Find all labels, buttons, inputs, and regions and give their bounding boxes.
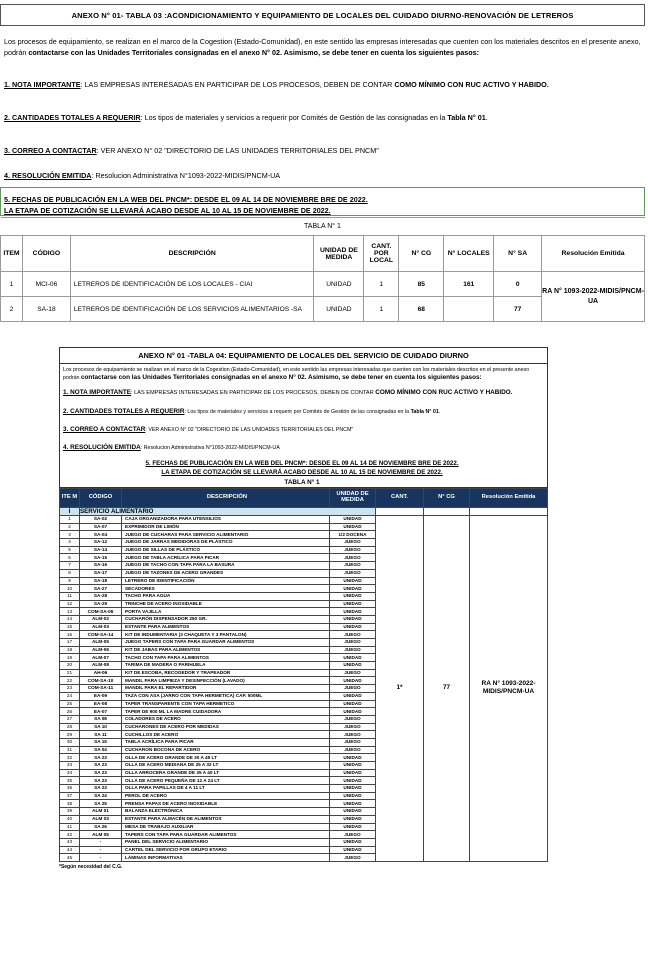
cell-code: - <box>80 838 122 846</box>
tabla04-note-1-bold: COMO MÍNIMO CON RUC ACTIVO Y HABIDO. <box>375 389 513 396</box>
cell-sa: 0 <box>494 272 542 297</box>
cell-unit: JUEGO <box>330 738 376 746</box>
cell-unit: UNIDAD <box>330 823 376 831</box>
cell-item: 41 <box>60 823 80 831</box>
tabla03-title: ANEXO N° 01- TABLA 03 :ACONDICIONAMIENTO Y EQUIPAMIENTO DE LOCALES DEL CUIDADO DIURNO-RENOVACIÓN DE LETREROS <box>0 4 645 26</box>
tabla04-section <box>59 347 548 870</box>
cell-desc: TACHO CON TAPA PARA ALIMENTOS <box>122 654 330 662</box>
cell-code: SA 10 <box>80 723 122 731</box>
cell-desc: COLADORES DE ACERO <box>122 715 330 723</box>
cell-unit: UNIDAD <box>330 677 376 685</box>
cell-desc: OLLA DE ACERO PEQUEÑA DE 12 A 24 LT <box>122 777 330 785</box>
cg-merged-cell: 77 <box>424 516 470 862</box>
cell-item: 31 <box>60 746 80 754</box>
cell-code: SA-12 <box>80 539 122 547</box>
cell-desc: TRINCHE DE ACERO INOXIDABLE <box>122 600 330 608</box>
cell-unit: UNIDAD <box>330 615 376 623</box>
cell-unit: UNIDAD <box>330 592 376 600</box>
cell-desc: TAPERS CON TAPA PARA GUARDAR ALIMENTOS <box>122 831 330 839</box>
cell-item: 15 <box>60 623 80 631</box>
cell-item: 30 <box>60 738 80 746</box>
tabla03-note-4-label: 4. RESOLUCIÓN EMITIDA <box>4 171 92 180</box>
tabla04-header-cant: CANT. <box>376 489 424 508</box>
category-row <box>60 508 548 516</box>
cell-item: 16 <box>60 631 80 639</box>
tabla04-note-4-text: : Resolucion Administrativa N°1093-2022-MIDIS/PNCM-UA <box>140 445 280 451</box>
cell-code: COM-SA-14 <box>80 631 122 639</box>
cell-item: 2 <box>1 297 23 322</box>
tabla04-dates-line-1: 5. FECHAS DE PUBLICACIÓN EN LA WEB DEL PNCM*: DESDE EL 09 AL 14 DE NOVIEMBRE BRE DE 2022. <box>145 460 459 467</box>
cell-desc: CAJA ORGANIZADORA PARA UTENSILIOS <box>122 516 330 524</box>
cell-unit: UNIDAD <box>330 769 376 777</box>
cell-item: 2 <box>60 523 80 531</box>
cell-item: 28 <box>60 723 80 731</box>
cell-desc: EXPRIMIDOR DE LIMÓN <box>122 523 330 531</box>
cell-code: COM-SA-06 <box>80 608 122 616</box>
cell-item: 40 <box>60 815 80 823</box>
tabla03-header-res: Resolución Emitida <box>542 236 645 272</box>
cell-code: SA 04 <box>80 746 122 754</box>
cell-code: SA 23 <box>80 785 122 793</box>
tabla04-dates <box>60 460 544 477</box>
cell-code: ALM-08 <box>80 662 122 670</box>
tabla04-intro-b: contactarse con las Unidades Territoriales consignadas en el anexo N° 02. Asimismo, se debe tener en cuenta los siguientes pasos: <box>80 374 482 381</box>
cell-unit: UNIDAD <box>330 700 376 708</box>
cell-desc: OLLA DE ACERO GRANDE DE 30 A 45 LT <box>122 754 330 762</box>
cell-code: SA 23 <box>80 769 122 777</box>
tabla04-note-4 <box>63 444 280 452</box>
cell-item: 1 <box>60 516 80 524</box>
tabla03-header-item: ITEM <box>1 236 23 272</box>
cell-item: 4 <box>60 539 80 547</box>
cell-desc: OLLA PARA PAPILLAS DE 4 A 11 LT <box>122 785 330 793</box>
cell-code: SA 23 <box>80 777 122 785</box>
cell-unit: JUEGO <box>330 831 376 839</box>
cell-desc: JUEGO DE JARRAS MEDIDORAS DE PLÁSTICO <box>122 539 330 547</box>
tabla03-table <box>0 217 645 322</box>
cell-code: ALM-06 <box>80 646 122 654</box>
table-row <box>60 516 548 524</box>
cell-item: 17 <box>60 639 80 647</box>
tabla03-dates-line-2: LA ETAPA DE COTIZACIÓN SE LLEVARÁ ACABO DESDE AL 10 AL 15 DE NOVIEMBRE DE 2022. <box>4 205 331 215</box>
cell-unit: JUEGO <box>330 715 376 723</box>
cell-cg: 68 <box>399 297 444 322</box>
tabla03-header-locales: N° LOCALES <box>444 236 494 272</box>
cell-unit: UNIDAD <box>330 792 376 800</box>
tabla03-dates-box <box>0 187 645 216</box>
cell-unit: JUEGO <box>330 854 376 862</box>
cell-desc: JUEGO DE TABLA ACRÍLICA PARA PICAR <box>122 554 330 562</box>
cell-desc: CUCHARONES DE ACERO POR MEDIDAS <box>122 723 330 731</box>
cell-desc: ESTANTE PARA ALIMENTOS <box>122 623 330 631</box>
tabla03-note-3-text: : VER ANEXO N° 02 "DIRECTORIO DE LAS UNIDADES TERRITORIALES DEL PNCM" <box>96 146 379 155</box>
cell-item: 45 <box>60 854 80 862</box>
resolution-merged-cell: RA N° 1093-2022-MIDIS/PNCM-UA <box>470 516 548 862</box>
tabla03-header-sa: N° SA <box>494 236 542 272</box>
cell-item: 39 <box>60 808 80 816</box>
cell-unit: UNIDAD <box>330 708 376 716</box>
cell-item: 43 <box>60 838 80 846</box>
cell-unit: UNIDAD <box>314 297 364 322</box>
cell-desc: MANDIL PARA LIMPIEZA Y DESINFECCIÓN (LAVADO) <box>122 677 330 685</box>
cell-desc: BALANZA ELECTRÓNICA <box>122 808 330 816</box>
tabla03-note-2-bold: Tabla N° 01 <box>447 113 486 122</box>
tabla04-note-2-text: : Los tipos de materiales y servicios a requerir por Comités de Gestión de las consignadas en la <box>184 409 411 415</box>
cell-unit: UNIDAD <box>330 846 376 854</box>
cell-desc: KIT DE INDUMENTARIA (3 CHAQUETA Y 3 PANTALON) <box>122 631 330 639</box>
cell-item: 25 <box>60 700 80 708</box>
cell-unit: UNIDAD <box>314 272 364 297</box>
cell-cant: 1 <box>364 297 399 322</box>
cell-item: 42 <box>60 831 80 839</box>
cell-code: SA 23 <box>80 762 122 770</box>
cell-code: AH-06 <box>80 669 122 677</box>
cell-item: 33 <box>60 762 80 770</box>
tabla04-note-3 <box>63 426 353 434</box>
tabla03-note-1 <box>4 79 549 90</box>
cell-unit: UNIDAD <box>330 608 376 616</box>
tabla03-header-code: CÓDIGO <box>22 236 70 272</box>
cell-desc: LETREROS DE IDENTIFICACIÓN DE LOS SERVICIOS ALIMENTARIOS -SA <box>70 297 314 322</box>
tabla03-intro-a: Los procesos de equipamiento, se realizan en el marco de la Cogestion (Estado-Comunidad), en este sentido las empresas interesadas que cuenten con los materiales descritos en el presente anexo, podrán <box>4 37 641 57</box>
tabla04-note-2-label: 2. CANTIDADES TOTALES A REQUERIR <box>63 408 185 415</box>
tabla03-intro <box>4 36 642 58</box>
cell-item: 23 <box>60 685 80 693</box>
cell-code: SA 23 <box>80 754 122 762</box>
tabla03-header-cant: CANT. POR LOCAL <box>364 236 399 272</box>
cell-desc: JUEGO DE TAZONES DE ACERO GRANDES <box>122 569 330 577</box>
cell-desc: OLLA ARROCERA GRANDE DE 35 A 40 LT <box>122 769 330 777</box>
tabla03-note-4 <box>4 170 280 181</box>
cell-unit: JUEGO <box>330 669 376 677</box>
cell-code: EA-09 <box>80 692 122 700</box>
tabla04-note-1-label: 1. NOTA IMPORTANTE <box>63 389 132 396</box>
cell-item: 29 <box>60 731 80 739</box>
tabla04-footnote: *Según necesidad del C.G. <box>59 863 123 870</box>
cell-code: SA-18 <box>22 297 70 322</box>
cell-item: 1 <box>1 272 23 297</box>
tabla04-note-2-end: . <box>438 409 441 415</box>
tabla04-title: ANEXO N° 01 -TABLA 04: EQUIPAMIENTO DE LOCALES DEL SERVICIO DE CUIDADO DIURNO <box>59 347 548 364</box>
cell-unit: UNIDAD <box>330 815 376 823</box>
cell-unit: JUEGO <box>330 539 376 547</box>
table-row <box>1 272 645 297</box>
cell-item: 12 <box>60 600 80 608</box>
cell-code: SA-27 <box>80 585 122 593</box>
cell-code: SA-29 <box>80 600 122 608</box>
cell-code: ALM-05 <box>80 639 122 647</box>
cell-item: 32 <box>60 754 80 762</box>
cell-desc: JUEGO DE SILLAS DE PLÁSTICO <box>122 546 330 554</box>
cell-item: 10 <box>60 585 80 593</box>
cell-desc: SECADORES <box>122 585 330 593</box>
tabla04-header-unit: UNIDAD DE MEDIDA <box>330 489 376 508</box>
cell-desc: TAPER TRANSPARENTE CON TAPA HERMETICO <box>122 700 330 708</box>
cell-desc: LÁMINAS INFORMATIVAS <box>122 854 330 862</box>
tabla03-note-2 <box>4 112 488 123</box>
tabla04-notes <box>59 364 548 488</box>
cell-unit: UNIDAD <box>330 585 376 593</box>
cell-code: - <box>80 846 122 854</box>
cell-unit: JUEGO <box>330 562 376 570</box>
tabla04-header-cg: N° CG <box>424 489 470 508</box>
cell-item: 9 <box>60 577 80 585</box>
cell-desc: MANDIL PARA EL REPARTIDOR <box>122 685 330 693</box>
tabla04-table-caption: TABLA N° 1 <box>284 479 320 486</box>
tabla04-intro <box>63 367 545 382</box>
category-number: I <box>60 508 80 516</box>
cell-unit: 1/2 DOCENA <box>330 531 376 539</box>
cell-code: MCI-06 <box>22 272 70 297</box>
cell-item: 44 <box>60 846 80 854</box>
cell-desc: CARTEL DEL SERVICIO POR GRUPO ETARIO <box>122 846 330 854</box>
cell-item: 27 <box>60 715 80 723</box>
cell-unit: UNIDAD <box>330 577 376 585</box>
cell-item: 14 <box>60 615 80 623</box>
cell-item: 13 <box>60 608 80 616</box>
tabla03-header-unit: UNIDAD DE MEDIDA <box>314 236 364 272</box>
cell-code: SA-04 <box>80 531 122 539</box>
cell-code: SA-15 <box>80 554 122 562</box>
cell-item: 20 <box>60 662 80 670</box>
cell-sa: 77 <box>494 297 542 322</box>
cant-merged-cell: 1* <box>376 516 424 862</box>
tabla03-note-2-label: 2. CANTIDADES TOTALES A REQUERIR <box>4 113 141 122</box>
cell-desc: JUEGO DE CUCHARAS PARA SERVICIO ALIMENTARIO <box>122 531 330 539</box>
cell-item: 36 <box>60 785 80 793</box>
cell-desc: OLLA DE ACERO MEDIANA DE 25 A 32 LT <box>122 762 330 770</box>
cell-unit: UNIDAD <box>330 516 376 524</box>
cell-item: 11 <box>60 592 80 600</box>
cell-item: 5 <box>60 546 80 554</box>
cell-desc: PEROL DE ACERO <box>122 792 330 800</box>
cell-desc: CUCHARÓN DISPENSADOR 250 GR. <box>122 615 330 623</box>
cell-code: - <box>80 854 122 862</box>
cell-unit: UNIDAD <box>330 762 376 770</box>
cell-unit: JUEGO <box>330 546 376 554</box>
tabla04-intro-a: Los procesos de equipamiento se realizan en el marco de la Cogestion (Estado-Comunidad), en este sentido las empresas interesadas que cuenten con los materiales descritos en el presente anexo podrán <box>63 367 530 381</box>
tabla03-dates-line-1: 5. FECHAS DE PUBLICACIÓN EN LA WEB DEL PNCM*: DESDE EL 09 AL 14 DE NOVIEMBRE BRE DE 2022. <box>4 195 368 204</box>
tabla04-note-4-label: 4. RESOLUCIÓN EMITIDA <box>63 444 141 451</box>
tabla03-resolution: RA N° 1093-2022-MIDIS/PNCM-UA <box>542 272 645 322</box>
cell-desc: TARIMA DE MADERA O PARIHUELA <box>122 662 330 670</box>
cell-item: 19 <box>60 654 80 662</box>
cell-item: 6 <box>60 554 80 562</box>
cell-unit: UNIDAD <box>330 808 376 816</box>
category-label: SERVICIO ALIMENTARIO <box>80 508 376 516</box>
tabla03-header-cg: N° CG <box>399 236 444 272</box>
cell-code: ALM-03 <box>80 623 122 631</box>
cell-unit: JUEGO <box>330 631 376 639</box>
tabla04-header-desc: DESCRIPCIÓN <box>122 489 330 508</box>
cell-unit: UNIDAD <box>330 662 376 670</box>
cell-desc: TAZA CON ASA (JARRO CON TAPA HERMETICA) CAP. 500ML <box>122 692 330 700</box>
cell-code: ALM 03 <box>80 815 122 823</box>
cell-desc: TABLA ACRÍLICA PARA PICAR <box>122 738 330 746</box>
cell-unit: UNIDAD <box>330 623 376 631</box>
cell-unit: UNIDAD <box>330 600 376 608</box>
cell-unit: JUEGO <box>330 723 376 731</box>
cell-code: ALM 05 <box>80 831 122 839</box>
tabla03-table-caption: TABLA N° 1 <box>1 218 645 236</box>
cell-desc: LETRERO DE IDENTIFICACIÓN <box>122 577 330 585</box>
tabla04-note-3-text: : VER ANEXO N° 02 "DIRECTORIO DE LAS UNIDADES TERRITORIALES DEL PNCM" <box>145 427 354 433</box>
cell-unit: JUEGO <box>330 646 376 654</box>
cell-item: 8 <box>60 569 80 577</box>
cell-code: SA-28 <box>80 592 122 600</box>
cell-desc: ESTANTE PARA ALMACÉN DE ALIMENTOS <box>122 815 330 823</box>
cell-unit: UNIDAD <box>330 754 376 762</box>
cell-unit: JUEGO <box>330 685 376 693</box>
tabla03-note-1-text: : LAS EMPRESAS INTERESADAS EN PARTICIPAR DE LOS PROCESOS, DEBEN DE CONTAR <box>80 80 395 89</box>
cell-code: SA-18 <box>80 577 122 585</box>
cell-code: SA-16 <box>80 562 122 570</box>
tabla03-note-1-label: 1. NOTA IMPORTANTE <box>4 80 81 89</box>
cell-desc: KIT DE ESCOBA, RECOGEDOR Y TRAPEADOR <box>122 669 330 677</box>
cell-locales <box>444 297 494 322</box>
cell-item: 3 <box>60 531 80 539</box>
tabla03-note-2-text: : Los tipos de materiales y servicios a requerir por Comités de Gestión de las consignadas en la <box>140 113 448 122</box>
cell-code: ALM-07 <box>80 654 122 662</box>
cell-desc: TAPER DE 900 ML LA MADRE CUIDADORA <box>122 708 330 716</box>
cell-code: SA 08 <box>80 715 122 723</box>
cell-code: SA-07 <box>80 523 122 531</box>
cell-desc: JUEGO DE TACHO CON TAPA PARA LA BASURA <box>122 562 330 570</box>
cell-unit: JUEGO <box>330 569 376 577</box>
cell-item: 34 <box>60 769 80 777</box>
cell-item: 38 <box>60 800 80 808</box>
cell-code: SA 26 <box>80 823 122 831</box>
cell-code: SA 15 <box>80 738 122 746</box>
cell-desc: CUCHARON BOCONA DE ACERO <box>122 746 330 754</box>
cell-code: EA-07 <box>80 708 122 716</box>
cell-item: 35 <box>60 777 80 785</box>
tabla03-header-desc: DESCRIPCIÓN <box>70 236 314 272</box>
cell-desc: MESA DE TRABAJO AUXILIAR <box>122 823 330 831</box>
cell-code: ALM 01 <box>80 808 122 816</box>
cell-unit: UNIDAD <box>330 523 376 531</box>
tabla03-note-2-end: . <box>485 113 488 122</box>
cell-code: ALM-02 <box>80 615 122 623</box>
cell-desc: PRENSA PAPAS DE ACERO INOXIDABLE <box>122 800 330 808</box>
cell-code: SA-14 <box>80 546 122 554</box>
tabla04-header-res: Resolución Emitida <box>470 489 548 508</box>
tabla04-note-2 <box>63 408 440 416</box>
cell-unit: JUEGO <box>330 731 376 739</box>
cell-item: 21 <box>60 669 80 677</box>
tabla04-table <box>59 488 548 862</box>
cell-cg: 85 <box>399 272 444 297</box>
cell-code: SA 25 <box>80 800 122 808</box>
tabla04-note-2-bold: Tabla N° 01 <box>410 409 439 415</box>
cell-unit: UNIDAD <box>330 838 376 846</box>
cell-desc: KIT DE JABAS PARA ALIMENTOS <box>122 646 330 654</box>
tabla03-note-3-label: 3. CORREO A CONTACTAR <box>4 146 97 155</box>
tabla04-note-1 <box>63 389 543 397</box>
cell-desc: PANEL DEL SERVICIO ALIMENTARIO <box>122 838 330 846</box>
cell-item: 22 <box>60 677 80 685</box>
cell-item: 37 <box>60 792 80 800</box>
cell-desc: PORTA VAJILLA <box>122 608 330 616</box>
cell-code: SA 24 <box>80 792 122 800</box>
tabla03-note-4-text: : Resolucion Administrativa N°1093-2022-MIDIS/PNCM-UA <box>91 171 281 180</box>
cell-code: EA-08 <box>80 700 122 708</box>
cell-unit: UNIDAD <box>330 777 376 785</box>
tabla04-note-3-label: 3. CORREO A CONTACTAR <box>63 426 146 433</box>
cell-item: 26 <box>60 708 80 716</box>
cell-desc: TACHO PARA AGUA <box>122 592 330 600</box>
tabla04-header-code: CÓDIGO <box>80 489 122 508</box>
cell-desc: CUCHILLOS DE ACERO <box>122 731 330 739</box>
tabla03-section <box>0 0 645 322</box>
cell-locales: 161 <box>444 272 494 297</box>
cell-item: 7 <box>60 562 80 570</box>
cell-desc: JUEGO TAPERS CON TAPA PARA GUARDAR ALIMENTOS <box>122 639 330 647</box>
cell-code: SA-02 <box>80 516 122 524</box>
cell-unit: JUEGO <box>330 746 376 754</box>
tabla03-note-3 <box>4 145 379 156</box>
tabla03-note-1-bold: COMO MÍNIMO CON RUC ACTIVO Y HABIDO. <box>394 80 549 89</box>
cell-unit: UNIDAD <box>330 785 376 793</box>
tabla04-note-1-text: : LAS EMPRESAS INTERESADAS EN PARTICIPAR DE LOS PROCESOS, DEBEN DE CONTAR <box>131 390 376 396</box>
cell-unit: UNIDAD <box>330 692 376 700</box>
cell-code: COM-SA-10 <box>80 677 122 685</box>
cell-unit: JUEGO <box>330 554 376 562</box>
cell-unit: UNIDAD <box>330 654 376 662</box>
cell-unit: JUEGO <box>330 639 376 647</box>
cell-item: 24 <box>60 692 80 700</box>
cell-code: SA-17 <box>80 569 122 577</box>
cell-code: SA 11 <box>80 731 122 739</box>
cell-item: 18 <box>60 646 80 654</box>
cell-unit: UNIDAD <box>330 800 376 808</box>
tabla03-intro-b: contactarse con las Unidades Territoriales consignadas en el anexo N° 02. Asimismo, se debe tener en cuenta los siguientes pasos: <box>28 48 480 57</box>
tabla04-dates-line-2: LA ETAPA DE COTIZACIÓN SE LLEVARÁ ACABO DESDE AL 10 AL 15 DE NOVIEMBRE DE 2022. <box>161 468 443 476</box>
cell-desc: LETREROS DE IDENTIFICACIÓN DE LOS LOCALES - CIAI <box>70 272 314 297</box>
cell-code: COM-SA-11 <box>80 685 122 693</box>
cell-cant: 1 <box>364 272 399 297</box>
tabla04-header-item: ITE M <box>60 489 80 508</box>
